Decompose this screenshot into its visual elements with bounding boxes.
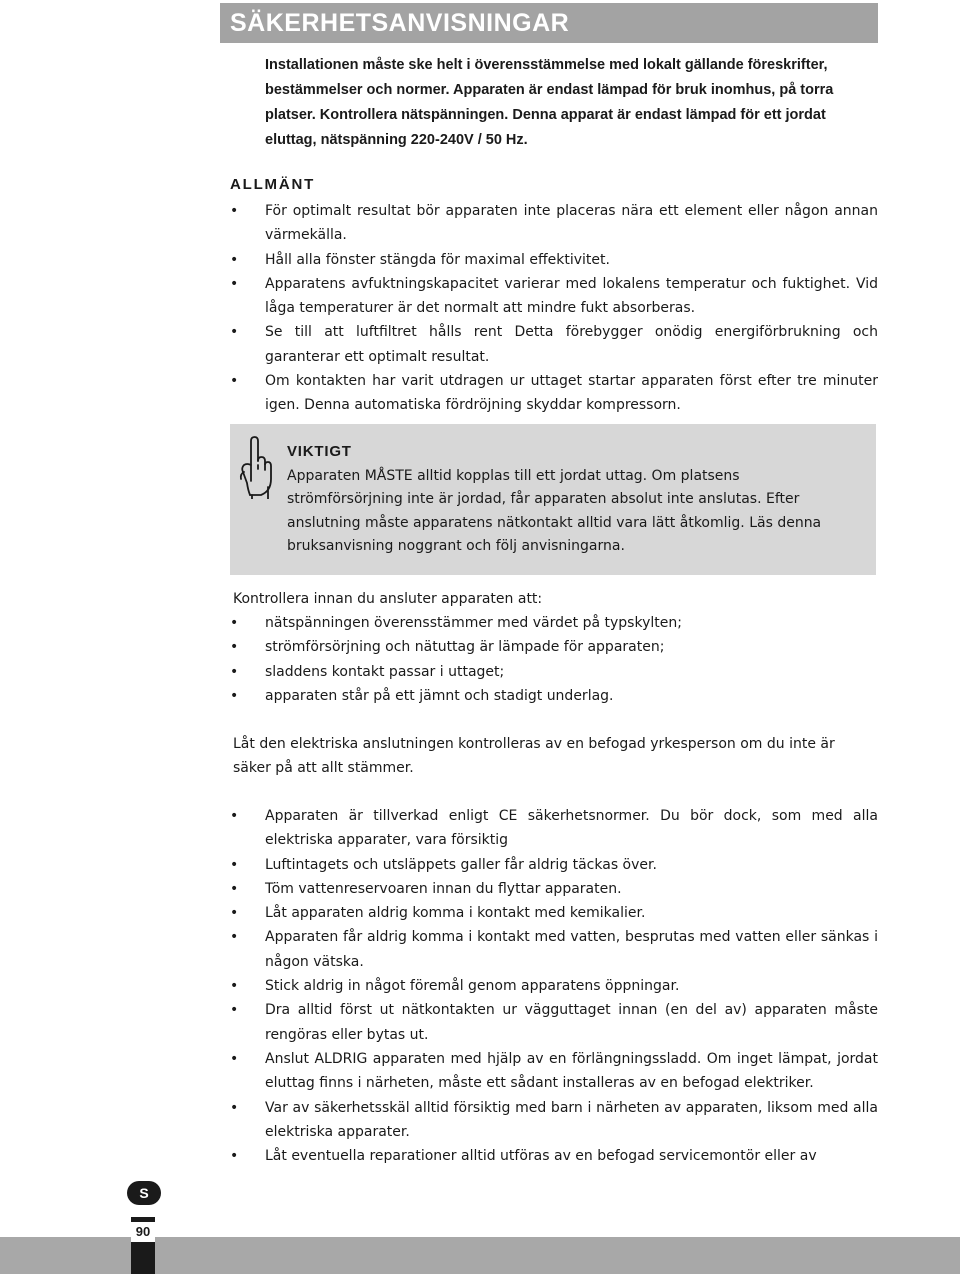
bullet-icon: •	[230, 1050, 239, 1067]
general-list	[230, 199, 878, 418]
bullet-icon: •	[230, 687, 239, 704]
bullet-icon: •	[230, 905, 239, 922]
list-item: • Låt apparaten aldrig komma i kontakt med kemikalier.	[230, 901, 878, 925]
notice-text: Apparaten MÅSTE alltid kopplas till ett jordat uttag. Om platsens strömförsörjning inte är jordad, får apparaten absolut inte anslutas. Efter anslutning måste apparatens nätkontakt alltid vara lätt åtkomlig. Läs denna bruksanvisning noggrant och följ anvisningarna.	[287, 468, 822, 554]
bullet-icon: •	[230, 275, 239, 292]
list-item: • Håll alla fönster stängda för maximal effektivitet.	[230, 248, 878, 272]
bullet-icon: •	[230, 1148, 239, 1165]
list-item: • Dra alltid först ut nätkontakten ur vägguttaget innan (en del av) apparaten måste rengöras eller bytas ut.	[230, 998, 878, 1047]
bullet-icon: •	[230, 615, 239, 631]
bullet-icon: •	[230, 880, 239, 897]
bullet-icon: •	[230, 978, 239, 995]
bullet-icon: •	[230, 639, 239, 656]
list-item: • Apparatens avfuktningskapacitet varierar med lokalens temperatur och fuktighet. Vid låga temperaturer är det normalt att mindre fukt absorberas.	[230, 272, 878, 321]
bullet-icon: •	[230, 1099, 239, 1116]
list-item: • nätspänningen överensstämmer med värdet på typskylten;	[230, 611, 878, 635]
title-bar	[220, 3, 878, 43]
section-heading-general: ALLMÄNT	[230, 176, 316, 193]
page-number: 90	[131, 1222, 155, 1242]
notice-heading: VIKTIGT	[287, 443, 352, 460]
bullet-icon: •	[230, 373, 239, 390]
list-item: • Stick aldrig in något föremål genom apparatens öppningar.	[230, 974, 878, 998]
list-item: • Luftintagets och utsläppets galler får aldrig täckas över.	[230, 853, 878, 877]
list-item: • Apparaten får aldrig komma i kontakt med vatten, besprutas med vatten eller sänkas i någon vätska.	[230, 925, 878, 974]
list-item: • Töm vattenreservoaren innan du flyttar apparaten.	[230, 877, 878, 901]
check-list	[230, 611, 878, 708]
list-item: • strömförsörjning och nätuttag är lämpade för apparaten;	[230, 635, 878, 659]
list-item: • Var av säkerhetsskäl alltid försiktig med barn i närheten av apparaten, liksom med alla elektriska apparater.	[230, 1096, 878, 1145]
list-item: • Anslut ALDRIG apparaten med hjälp av en förlängningssladd. Om inget lämpat, jordat eluttag finns i närheten, måste ett sådant installeras av en befogad elektriker.	[230, 1047, 878, 1096]
bullet-icon: •	[230, 856, 239, 873]
bullet-icon: •	[230, 1002, 239, 1019]
important-notice-box	[230, 424, 876, 575]
list-item: • apparaten står på ett jämnt och stadigt underlag.	[230, 684, 878, 708]
list-item: • Apparaten är tillverkad enligt CE säkerhetsnormer. Du bör dock, som med alla elektriska apparater, vara försiktig	[230, 804, 878, 853]
list-item: • Om kontakten har varit utdragen ur uttaget startar apparaten först efter tre minuter igen. Denna automatiska fördröjning skyddar kompressorn.	[230, 369, 878, 418]
check-intro: Kontrollera innan du ansluter apparaten att:	[233, 591, 543, 607]
page-title: SÄKERHETSANVISNINGAR	[230, 9, 570, 37]
language-badge: S	[127, 1181, 161, 1205]
list-item: • Låt eventuella reparationer alltid utföras av en befogad servicemontör eller av	[230, 1144, 878, 1168]
pointing-hand-icon	[237, 435, 273, 499]
list-item: • För optimalt resultat bör apparaten inte placeras nära ett element eller någon annan värmekälla.	[230, 199, 878, 248]
electrician-note: Låt den elektriska anslutningen kontrolleras av en befogad yrkesperson om du inte är säker på att allt stämmer.	[233, 736, 835, 777]
intro-paragraph: Installationen måste ske helt i överensstämmelse med lokalt gällande föreskrifter, bestämmelser och normer. Apparaten är endast lämpad för bruk inomhus, på torra platser. Kontrollera nätspänningen. Denna apparat är endast lämpad för ett jordat eluttag, nätspänning 220-240V / 50 Hz.	[265, 57, 834, 148]
safety-list	[230, 804, 878, 1168]
list-item: • sladdens kontakt passar i uttaget;	[230, 660, 878, 684]
bullet-icon: •	[230, 203, 239, 219]
list-item: • Se till att luftfiltret hålls rent Detta förebygger onödig energiförbrukning och garanterar ett optimalt resultat.	[230, 320, 878, 369]
bullet-icon: •	[230, 324, 239, 341]
bullet-icon: •	[230, 808, 239, 824]
bullet-icon: •	[230, 663, 239, 680]
bullet-icon: •	[230, 251, 239, 268]
bullet-icon: •	[230, 929, 239, 946]
